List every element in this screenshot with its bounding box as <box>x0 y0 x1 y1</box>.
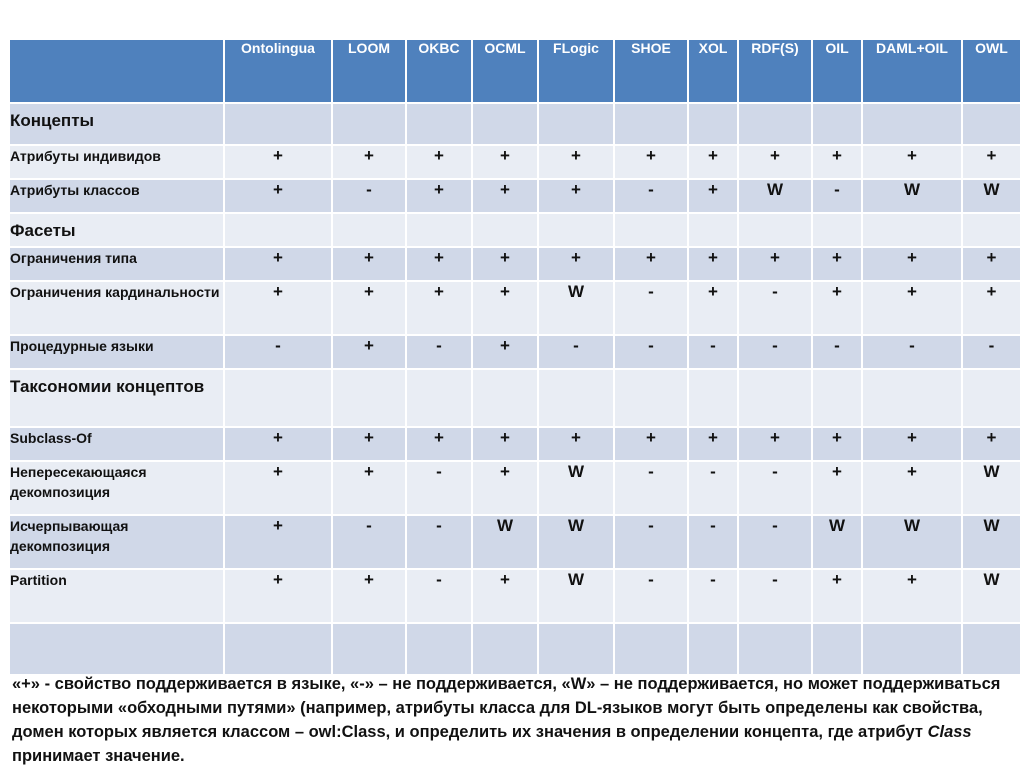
support-cell: W <box>962 179 1021 213</box>
column-header: OKBC <box>406 39 472 103</box>
column-header: LOOM <box>332 39 406 103</box>
support-cell: + <box>738 427 812 461</box>
support-cell: - <box>614 569 688 623</box>
support-cell: + <box>688 247 738 281</box>
support-cell <box>406 369 472 427</box>
support-cell: - <box>538 335 614 369</box>
support-cell: - <box>688 515 738 569</box>
support-cell: + <box>738 247 812 281</box>
support-cell <box>538 623 614 675</box>
support-cell: + <box>472 335 538 369</box>
support-cell: + <box>406 145 472 179</box>
support-cell <box>224 213 332 247</box>
section-label: Концепты <box>9 103 224 145</box>
table-row <box>9 179 1021 213</box>
support-cell <box>738 213 812 247</box>
support-cell: + <box>332 247 406 281</box>
support-cell <box>406 213 472 247</box>
support-cell <box>862 369 962 427</box>
support-cell <box>538 103 614 145</box>
support-cell: + <box>472 247 538 281</box>
column-header: DAML+OIL <box>862 39 962 103</box>
header-corner-cell <box>9 39 224 103</box>
support-cell: + <box>862 427 962 461</box>
support-cell: + <box>472 427 538 461</box>
row-label: Атрибуты индивидов <box>9 145 224 179</box>
column-header: OCML <box>472 39 538 103</box>
row-label: Ограничения типа <box>9 247 224 281</box>
support-cell: W <box>738 179 812 213</box>
support-cell: + <box>962 281 1021 335</box>
footnote-text-end: принимает значение. <box>12 747 185 765</box>
support-cell <box>862 623 962 675</box>
table-row <box>9 247 1021 281</box>
support-cell <box>472 213 538 247</box>
table-row <box>9 461 1021 515</box>
table-row <box>9 427 1021 461</box>
support-cell: + <box>332 335 406 369</box>
support-cell: + <box>332 281 406 335</box>
support-cell: + <box>862 145 962 179</box>
support-cell: W <box>538 569 614 623</box>
support-cell <box>472 623 538 675</box>
support-cell: - <box>614 281 688 335</box>
support-cell: + <box>406 427 472 461</box>
support-cell: - <box>738 515 812 569</box>
support-cell: + <box>332 145 406 179</box>
support-cell <box>614 103 688 145</box>
support-cell <box>862 213 962 247</box>
support-cell: + <box>406 247 472 281</box>
row-label <box>9 623 224 675</box>
support-cell <box>538 369 614 427</box>
row-label: Исчерпывающая декомпозиция <box>9 515 224 569</box>
support-cell: + <box>332 569 406 623</box>
support-cell <box>962 369 1021 427</box>
support-cell: - <box>688 335 738 369</box>
support-cell: - <box>224 335 332 369</box>
support-cell <box>332 213 406 247</box>
support-cell <box>812 213 862 247</box>
support-cell: + <box>738 145 812 179</box>
support-cell <box>224 623 332 675</box>
support-cell: + <box>614 145 688 179</box>
support-cell: + <box>812 281 862 335</box>
support-cell: + <box>688 427 738 461</box>
legend-footnote <box>12 672 1012 768</box>
support-cell: + <box>472 461 538 515</box>
support-cell <box>614 369 688 427</box>
support-cell: - <box>862 335 962 369</box>
support-cell <box>332 369 406 427</box>
support-cell: + <box>224 247 332 281</box>
footnote-italic-term: Class <box>927 723 972 741</box>
support-cell: + <box>224 569 332 623</box>
support-cell: W <box>538 281 614 335</box>
support-cell: - <box>738 569 812 623</box>
support-cell: - <box>406 335 472 369</box>
support-cell: W <box>538 461 614 515</box>
support-cell: + <box>862 569 962 623</box>
support-cell <box>472 369 538 427</box>
support-cell: + <box>538 179 614 213</box>
header-row <box>9 39 1021 103</box>
support-cell <box>738 369 812 427</box>
table-row <box>9 145 1021 179</box>
support-cell: - <box>332 179 406 213</box>
support-cell: + <box>614 247 688 281</box>
support-cell: + <box>224 145 332 179</box>
support-cell: - <box>406 515 472 569</box>
support-cell <box>614 213 688 247</box>
table-row <box>9 213 1021 247</box>
support-cell: - <box>688 569 738 623</box>
footnote-text: «+» - свойство поддерживается в языке, «-» – не поддерживается, «W» – не поддерживается, но может поддерживаться некоторыми «обходными путями» (например, атрибуты класса для DL-языков могут быть определены как свойства, домен которых является классом – owl:Class, и определить их значения в определении концепта, где атрибут <box>12 675 1001 741</box>
support-cell <box>688 623 738 675</box>
support-cell <box>472 103 538 145</box>
support-cell <box>812 103 862 145</box>
table-body <box>9 103 1021 675</box>
support-cell: - <box>332 515 406 569</box>
table-row <box>9 569 1021 623</box>
support-cell: W <box>962 461 1021 515</box>
section-label: Таксономии концептов <box>9 369 224 427</box>
support-cell: + <box>224 281 332 335</box>
support-cell <box>224 103 332 145</box>
column-header: SHOE <box>614 39 688 103</box>
row-label: Ограничения кардинальности <box>9 281 224 335</box>
support-cell <box>406 103 472 145</box>
row-label: Процедурные языки <box>9 335 224 369</box>
row-label: Непересекающаяся декомпозиция <box>9 461 224 515</box>
support-cell: - <box>738 461 812 515</box>
support-cell: + <box>688 281 738 335</box>
column-header: OIL <box>812 39 862 103</box>
support-cell: W <box>812 515 862 569</box>
support-cell: - <box>614 461 688 515</box>
support-cell: + <box>688 145 738 179</box>
support-cell: + <box>688 179 738 213</box>
support-cell: + <box>224 461 332 515</box>
table-row <box>9 103 1021 145</box>
support-cell: + <box>406 179 472 213</box>
support-cell: + <box>862 461 962 515</box>
row-label: Атрибуты классов <box>9 179 224 213</box>
support-cell: + <box>332 461 406 515</box>
support-cell: + <box>862 281 962 335</box>
support-cell <box>812 623 862 675</box>
support-cell <box>862 103 962 145</box>
support-cell: - <box>812 179 862 213</box>
support-cell: + <box>224 179 332 213</box>
section-label: Фасеты <box>9 213 224 247</box>
column-header: FLogic <box>538 39 614 103</box>
support-cell: - <box>614 515 688 569</box>
support-cell: + <box>812 247 862 281</box>
support-cell: + <box>812 569 862 623</box>
support-cell <box>406 623 472 675</box>
support-cell <box>688 213 738 247</box>
support-cell: - <box>962 335 1021 369</box>
support-cell: + <box>224 515 332 569</box>
support-cell: + <box>538 145 614 179</box>
column-header: XOL <box>688 39 738 103</box>
support-cell: + <box>406 281 472 335</box>
support-cell <box>224 369 332 427</box>
support-cell: + <box>472 281 538 335</box>
support-cell: W <box>862 515 962 569</box>
support-cell: + <box>962 145 1021 179</box>
table-row <box>9 335 1021 369</box>
support-cell <box>538 213 614 247</box>
language-comparison-table <box>8 38 1022 676</box>
support-cell: + <box>224 427 332 461</box>
support-cell <box>962 103 1021 145</box>
support-cell: W <box>962 515 1021 569</box>
column-header: RDF(S) <box>738 39 812 103</box>
support-cell: + <box>962 247 1021 281</box>
support-cell: - <box>406 461 472 515</box>
support-cell <box>688 369 738 427</box>
support-cell: W <box>538 515 614 569</box>
support-cell: - <box>614 179 688 213</box>
support-cell: + <box>332 427 406 461</box>
support-cell: + <box>962 427 1021 461</box>
row-label: Subclass-Of <box>9 427 224 461</box>
support-cell <box>332 623 406 675</box>
support-cell <box>812 369 862 427</box>
support-cell: - <box>738 281 812 335</box>
support-cell: W <box>962 569 1021 623</box>
column-header: Ontolingua <box>224 39 332 103</box>
support-cell: + <box>538 427 614 461</box>
support-cell: + <box>472 179 538 213</box>
support-cell <box>962 213 1021 247</box>
row-label: Partition <box>9 569 224 623</box>
support-cell: + <box>812 145 862 179</box>
support-cell: W <box>862 179 962 213</box>
support-cell: - <box>812 335 862 369</box>
support-cell <box>614 623 688 675</box>
support-cell: W <box>472 515 538 569</box>
support-cell: - <box>688 461 738 515</box>
table-row <box>9 281 1021 335</box>
support-cell: + <box>538 247 614 281</box>
support-cell: + <box>812 461 862 515</box>
support-cell: + <box>614 427 688 461</box>
support-cell <box>688 103 738 145</box>
support-cell: + <box>472 569 538 623</box>
support-cell: - <box>406 569 472 623</box>
support-cell <box>962 623 1021 675</box>
table-row <box>9 623 1021 675</box>
support-cell: + <box>812 427 862 461</box>
support-cell: - <box>738 335 812 369</box>
support-cell: + <box>472 145 538 179</box>
table-row <box>9 369 1021 427</box>
support-cell: + <box>862 247 962 281</box>
support-cell <box>738 103 812 145</box>
support-cell: - <box>614 335 688 369</box>
column-header: OWL <box>962 39 1021 103</box>
support-cell <box>738 623 812 675</box>
table-row <box>9 515 1021 569</box>
support-cell <box>332 103 406 145</box>
